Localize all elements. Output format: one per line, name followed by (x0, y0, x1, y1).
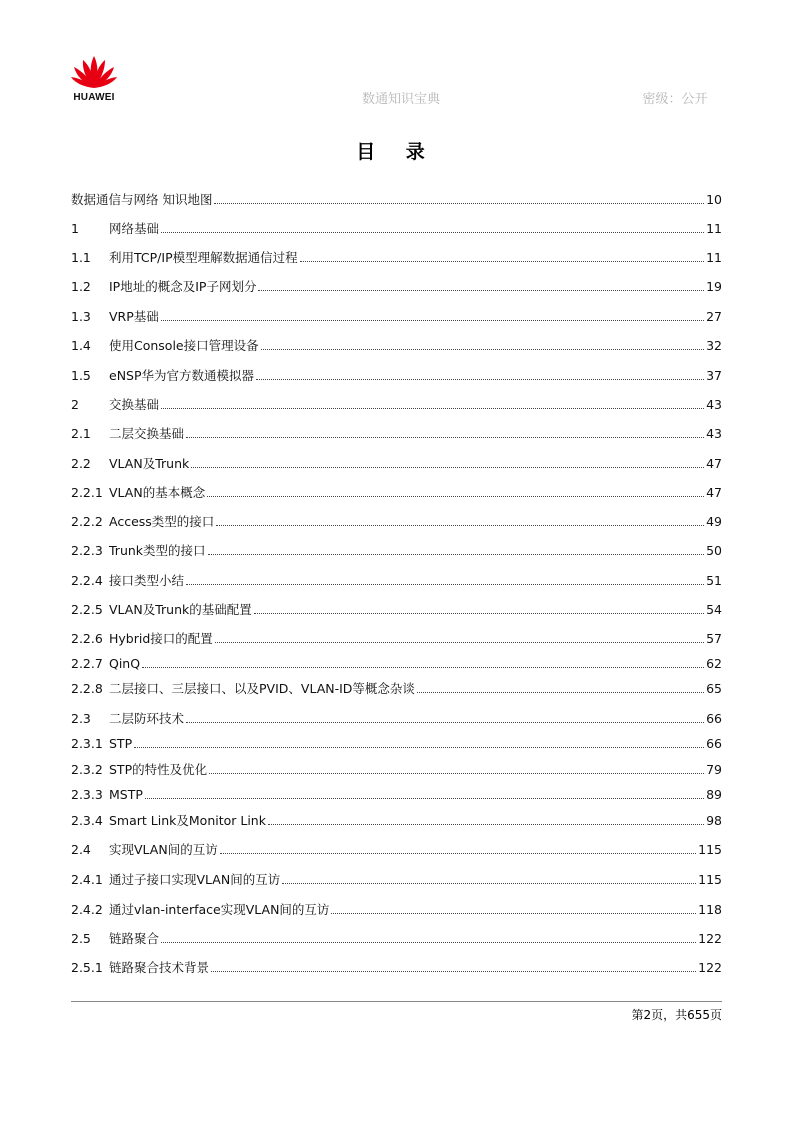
toc-entry[interactable] (71, 336, 722, 354)
toc-entry-number: 1.2 (71, 279, 91, 294)
toc-leader-dots (145, 797, 704, 799)
toc-entry[interactable] (71, 307, 722, 325)
toc-entry[interactable] (71, 366, 722, 384)
toc-leader-dots (282, 882, 696, 884)
toc-entry-label: 二层接口、三层接口、以及PVID、VLAN-ID等概念杂谈 (109, 681, 415, 696)
page-number: 第2页，共655页 (631, 1008, 722, 1022)
toc-entry-page: 27 (706, 309, 722, 324)
toc-entry[interactable] (71, 870, 722, 888)
toc-entry-label: QinQ (109, 656, 141, 671)
toc-entry-page: 79 (706, 762, 722, 777)
toc-entry[interactable] (71, 785, 722, 803)
toc-entry-number: 2 (71, 397, 79, 412)
toc-entry-page: 49 (706, 514, 722, 529)
toc-leader-dots (417, 691, 704, 693)
toc-entry-number: 2.2.2 (71, 514, 103, 529)
toc-entry-number: 2.5 (71, 931, 91, 946)
toc-entry-label: 接口类型小结 (109, 573, 185, 588)
toc-leader-dots (161, 319, 704, 321)
toc-entry-number: 2.4 (71, 842, 91, 857)
huawei-flower-icon (68, 54, 120, 90)
toc-entry[interactable] (71, 395, 722, 413)
toc-entry-label: 通过子接口实现VLAN间的互访 (109, 872, 281, 887)
toc-leader-dots (191, 466, 704, 468)
toc-entry-page: 115 (698, 872, 722, 887)
toc-entry-number: 2.2.6 (71, 631, 103, 646)
toc-entry-label: STP (109, 736, 133, 751)
toc-entry-number: 1.3 (71, 309, 91, 324)
toc-entry-page: 89 (706, 787, 722, 802)
toc-entry-page: 11 (706, 250, 722, 265)
header-classification: 密级：公开 (642, 92, 708, 107)
toc-leader-dots (216, 524, 704, 526)
brand-name: HUAWEI (73, 92, 115, 103)
toc-entry-page: 10 (706, 192, 722, 207)
toc-leader-dots (186, 436, 704, 438)
toc-entry[interactable] (71, 709, 722, 727)
toc-entry[interactable] (71, 900, 722, 918)
toc-entry-label: 链路聚合 (109, 931, 160, 946)
toc-entry-label: 通过vlan-interface实现VLAN间的互访 (109, 902, 330, 917)
toc-entry-page: 32 (706, 338, 722, 353)
toc-entry-page: 122 (698, 960, 722, 975)
toc-entry[interactable] (71, 248, 722, 266)
toc-entry[interactable] (71, 654, 722, 672)
toc-leader-dots (254, 612, 704, 614)
toc-entry-label: Access类型的接口 (109, 514, 215, 529)
toc-leader-dots (207, 495, 704, 497)
toc-leader-dots (300, 260, 704, 262)
toc-entry-page: 66 (706, 711, 722, 726)
toc-entry-number: 2.1 (71, 426, 91, 441)
toc-entry-number: 2.2 (71, 456, 91, 471)
toc-entry-label: 二层防环技术 (109, 711, 185, 726)
toc-entry-page: 57 (706, 631, 722, 646)
toc-entry-page: 47 (706, 485, 722, 500)
toc-entry[interactable] (71, 734, 722, 752)
toc-entry[interactable] (71, 541, 722, 559)
toc-entry[interactable] (71, 929, 722, 947)
toc-leader-dots (186, 721, 704, 723)
toc-entry-label: eNSP华为官方数通模拟器 (109, 368, 255, 383)
toc-leader-dots (161, 231, 704, 233)
toc-entry-number: 2.2.4 (71, 573, 103, 588)
toc-entry-label: 交换基础 (109, 397, 160, 412)
toc-leader-dots (161, 941, 696, 943)
toc-entry[interactable] (71, 512, 722, 530)
footer-divider (71, 1001, 722, 1002)
toc-entry-label: Hybrid接口的配置 (109, 631, 213, 646)
toc-entry[interactable] (71, 454, 722, 472)
toc-entry-number: 2.2.1 (71, 485, 103, 500)
toc-leader-dots (268, 823, 704, 825)
toc-entry[interactable] (71, 277, 722, 295)
toc-entry[interactable] (71, 958, 722, 976)
toc-entry[interactable] (71, 840, 722, 858)
toc-entry-number: 2.2.7 (71, 656, 103, 671)
toc-entry-page: 43 (706, 397, 722, 412)
toc-entry-page: 65 (706, 681, 722, 696)
toc-entry-number: 1.5 (71, 368, 91, 383)
toc-entry[interactable] (71, 219, 722, 237)
toc-entry-number: 2.3.3 (71, 787, 103, 802)
toc-leader-dots (142, 666, 704, 668)
toc-leader-dots (134, 746, 704, 748)
toc-entry[interactable] (71, 483, 722, 501)
toc-entry-label: VLAN及Trunk的基础配置 (109, 602, 252, 617)
toc-leader-dots (258, 289, 704, 291)
toc-entry[interactable] (71, 424, 722, 442)
toc-entry-label: 数据通信与网络 知识地图 (71, 192, 213, 207)
toc-entry-number: 2.3.4 (71, 813, 103, 828)
toc-entry-number: 2.4.2 (71, 902, 103, 917)
toc-entry-number: 2.3 (71, 711, 91, 726)
toc-leader-dots (186, 583, 704, 585)
toc-entry-label: 使用Console接口管理设备 (109, 338, 259, 353)
toc-entry-page: 50 (706, 543, 722, 558)
toc-leader-dots (161, 407, 704, 409)
toc-leader-dots (220, 852, 696, 854)
toc-entry-page: 115 (698, 842, 722, 857)
toc-entry-page: 47 (706, 456, 722, 471)
toc-entry-number: 1 (71, 221, 79, 236)
toc-entry-page: 62 (706, 656, 722, 671)
toc-entry-number: 1.1 (71, 250, 91, 265)
toc-entry[interactable] (71, 600, 722, 618)
toc-entry-page: 98 (706, 813, 722, 828)
toc-entry-label: Trunk类型的接口 (109, 543, 206, 558)
toc-entry-page: 122 (698, 931, 722, 946)
huawei-logo (68, 54, 120, 104)
toc-entry-number: 2.4.1 (71, 872, 103, 887)
toc-entry-page: 66 (706, 736, 722, 751)
toc-leader-dots (208, 553, 705, 555)
toc-entry-number: 2.3.2 (71, 762, 103, 777)
toc-entry-page: 19 (706, 279, 722, 294)
toc-entry-label: VLAN的基本概念 (109, 485, 206, 500)
toc-entry-number: 1.4 (71, 338, 91, 353)
toc-entry-page: 43 (706, 426, 722, 441)
toc-entry[interactable] (71, 190, 722, 208)
toc-entry-label: IP地址的概念及IP子网划分 (109, 279, 257, 294)
toc-entry-number: 2.5.1 (71, 960, 103, 975)
toc-entry[interactable] (71, 679, 722, 697)
toc-leader-dots (215, 641, 704, 643)
toc-entry-page: 51 (706, 573, 722, 588)
toc-entry[interactable] (71, 811, 722, 829)
toc-entry-number: 2.2.5 (71, 602, 103, 617)
toc-entry-label: STP的特性及优化 (109, 762, 208, 777)
toc-entry[interactable] (71, 571, 722, 589)
toc-entry-page: 11 (706, 221, 722, 236)
toc-entry-label: 利用TCP/IP模型理解数据通信过程 (109, 250, 298, 265)
toc-entry-number: 2.2.8 (71, 681, 103, 696)
toc-entry-label: MSTP (109, 787, 143, 802)
toc-entry-label: Smart Link及Monitor Link (109, 813, 266, 828)
toc-entry[interactable] (71, 629, 722, 647)
toc-entry-label: 链路聚合技术背景 (109, 960, 210, 975)
toc-leader-dots (209, 772, 704, 774)
toc-entry-label: VLAN及Trunk (109, 456, 190, 471)
toc-entry-label: 实现VLAN间的互访 (109, 842, 218, 857)
toc-entry-number: 2.2.3 (71, 543, 103, 558)
toc-leader-dots (331, 912, 696, 914)
toc-leader-dots (261, 348, 704, 350)
toc-entry-number: 2.3.1 (71, 736, 103, 751)
toc-leader-dots (214, 202, 704, 204)
toc-leader-dots (211, 970, 696, 972)
header-document-title: 数通知识宝典 (361, 92, 440, 107)
toc-leader-dots (256, 378, 704, 380)
page-title: 目 录 (356, 141, 437, 163)
toc-entry[interactable] (71, 760, 722, 778)
toc-entry-page: 118 (698, 902, 722, 917)
toc-entry-label: 网络基础 (109, 221, 160, 236)
toc-entry-label: VRP基础 (109, 309, 159, 324)
toc-entry-page: 54 (706, 602, 722, 617)
toc-entry-label: 二层交换基础 (109, 426, 185, 441)
toc-entry-page: 37 (706, 368, 722, 383)
